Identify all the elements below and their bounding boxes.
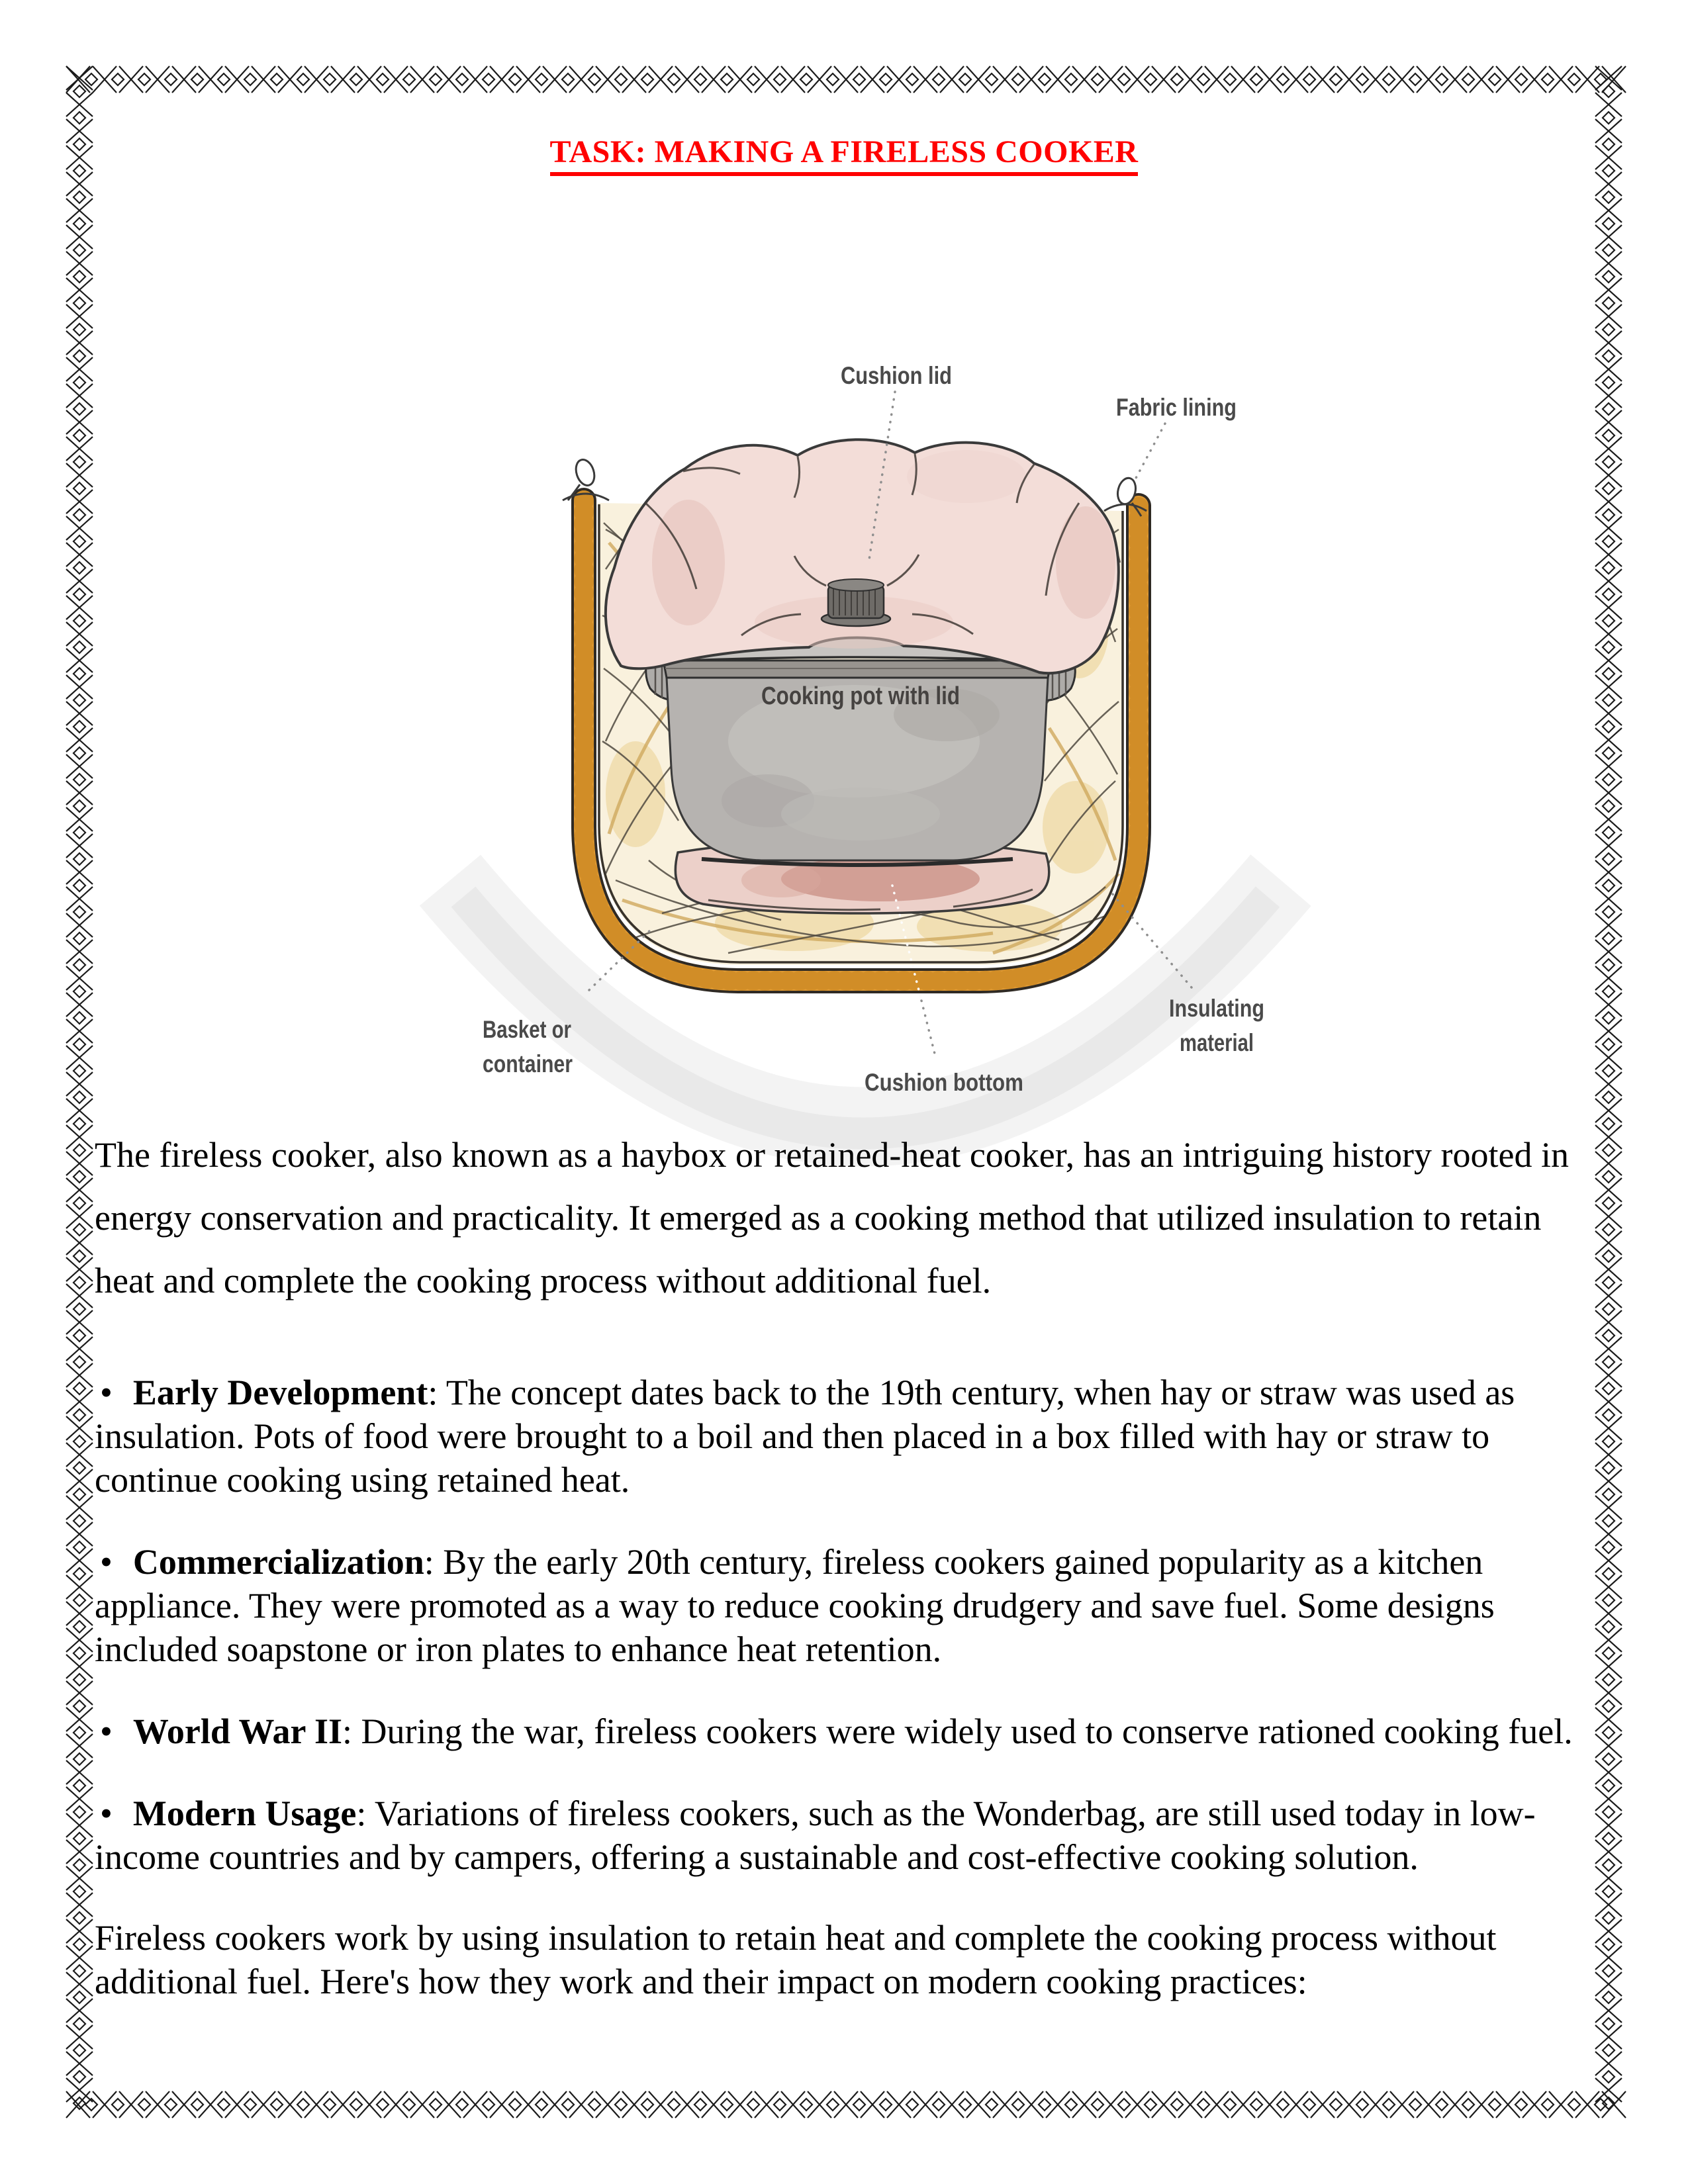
page-border-top — [65, 65, 1623, 94]
document-body — [95, 1124, 1597, 2003]
closing-paragraph: Fireless cookers work by using insulation to retain heat and complete the cooking process without additional fuel. Here's how they work and their impact on modern cooking practices: — [95, 1918, 1497, 2001]
bullet-text: : During the war, fireless cookers were widely used to conserve rationed cooking fuel. — [342, 1711, 1573, 1751]
bullet-marker: • — [100, 1794, 113, 1833]
bullet-item-commercialization — [95, 1540, 1597, 1671]
intro-paragraph: The fireless cooker, also known as a haybox or retained-heat cooker, has an intriguing history rooted in energy conservation and practicality. It emerged as a cooking method that utilized insulation to retain heat and complete the cooking process without additional fuel. — [95, 1135, 1569, 1300]
bullet-text: : The concept dates back to the 19th century, when hay or straw was used as insulation. Pots of food were brought to a boil and then placed in a box filled with hay or straw to continue cooking using retained heat. — [95, 1373, 1515, 1500]
fireless-cooker-illustration — [397, 304, 1364, 1171]
bullet-item-world-war-ii — [95, 1709, 1597, 1753]
page-title-text: TASK: MAKING A FIRELESS COOKER — [550, 134, 1139, 176]
page-border-right — [1594, 65, 1623, 2119]
bullet-item-modern-usage — [95, 1792, 1597, 1879]
page-border-left — [65, 65, 94, 2119]
fireless-cooker-figure — [397, 304, 1364, 1171]
label-insulating-line1: Insulating — [1169, 995, 1264, 1022]
page-border-bottom — [65, 2090, 1623, 2119]
pot-lid-knob — [821, 579, 890, 626]
label-cushion-bottom: Cushion bottom — [865, 1069, 1023, 1096]
bullet-term: Early Development — [132, 1373, 428, 1412]
bullet-item-early-development — [95, 1371, 1597, 1502]
label-basket-line1: Basket or — [483, 1016, 571, 1043]
label-basket-line2: container — [483, 1050, 573, 1077]
bullet-term: Commercialization — [132, 1542, 424, 1582]
cushion-lid-shape — [606, 439, 1119, 673]
bullet-marker: • — [100, 1542, 113, 1582]
bullet-text: : By the early 20th century, fireless cookers gained popularity as a kitchen appliance. They were promoted as a way to reduce cooking drudgery and save fuel. Some designs included soapstone or iron plates to enhance heat retention. — [95, 1542, 1495, 1669]
label-insulating-line2: material — [1180, 1029, 1254, 1056]
label-cushion-lid: Cushion lid — [841, 362, 952, 389]
bullet-term: Modern Usage — [132, 1794, 357, 1833]
label-fabric-lining: Fabric lining — [1116, 394, 1237, 421]
label-cooking-pot: Cooking pot with lid — [761, 682, 960, 710]
page-title — [0, 134, 1688, 178]
bullet-marker: • — [100, 1373, 113, 1412]
bullet-marker: • — [100, 1711, 113, 1751]
leader-cushion-bottom-lower — [921, 1001, 935, 1054]
bullet-text: : Variations of fireless cookers, such as the Wonderbag, are still used today in low-income countries and by campers, offering a sustainable and cost-effective cooking solution. — [95, 1794, 1536, 1877]
leader-fabric-lining — [1135, 424, 1165, 480]
bullet-term: World War II — [132, 1711, 342, 1751]
